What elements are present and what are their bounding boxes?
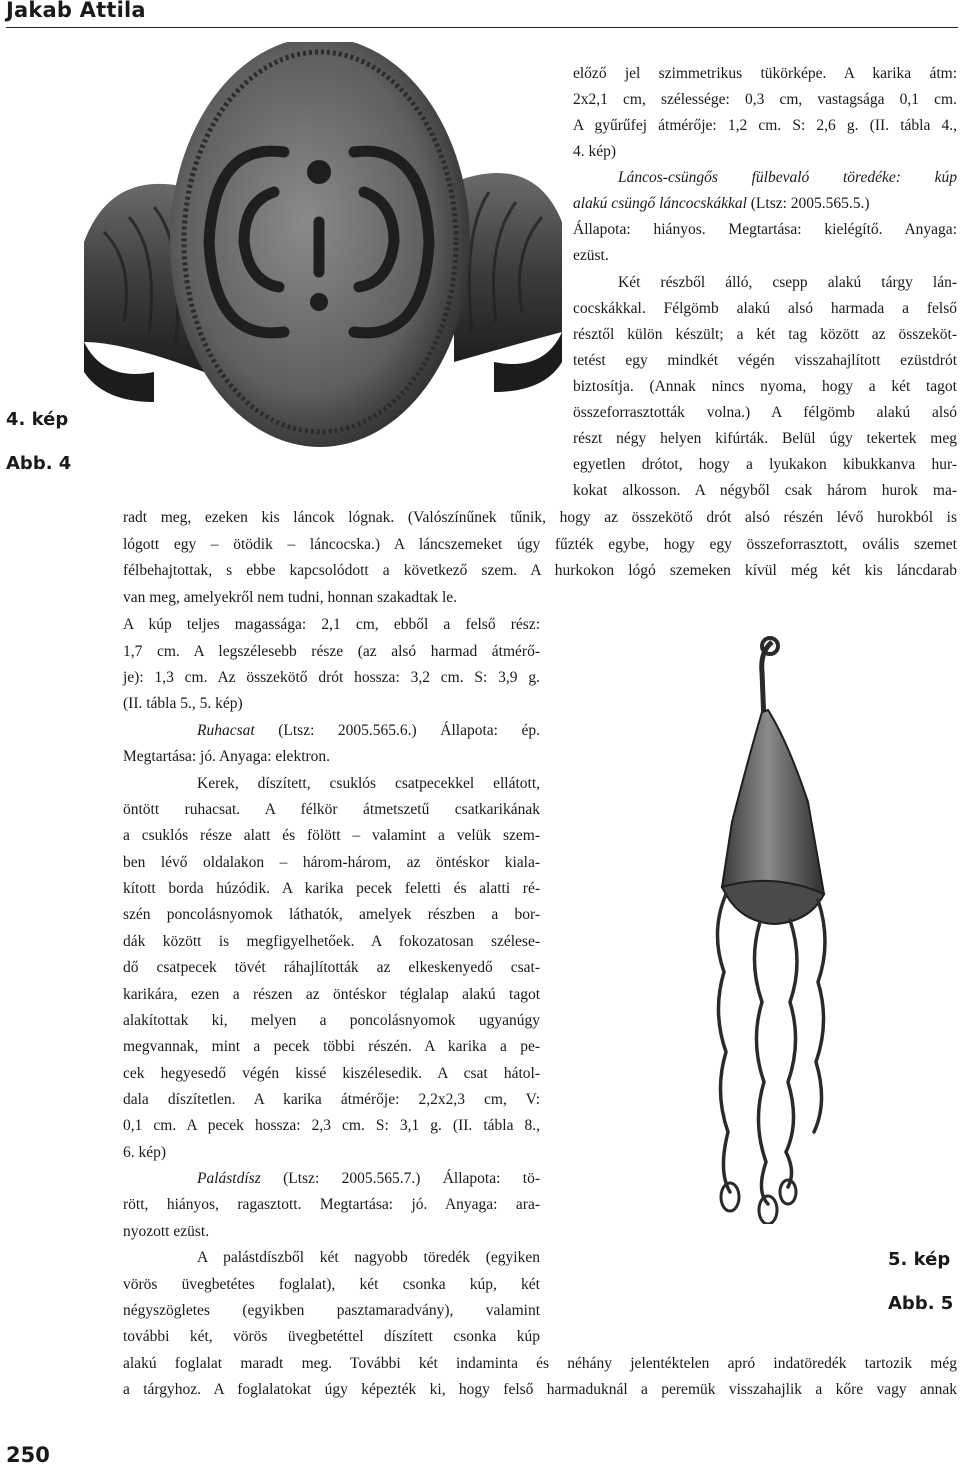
earring-title-line	[573, 194, 870, 214]
clasp-desc-line: kított borda húzódik. A karika pecek feletti és alatti ré-	[123, 880, 540, 897]
ring-desc-line: 4. kép)	[573, 143, 617, 160]
figure-5-caption-de: Abb. 5	[888, 1293, 954, 1314]
running-header-author: Jakab Attila	[6, 0, 146, 22]
earring-measure-line: 1,7 cm. A legszélesebb része (az alsó harmad átmérő-	[123, 643, 540, 660]
clasp-desc-line: szén poncolásnyomok láthatók, amelyek részben a bor-	[123, 906, 540, 923]
mantle-title-ltsz: (Ltsz: 2005.565.7.) Állapota: tö-	[260, 1170, 540, 1187]
clasp-desc-line: karikára, ezen a részen az öntéskor téglalap alakú tagot	[123, 986, 540, 1003]
clasp-title-name: Ruhacsat	[197, 722, 255, 739]
earring-measure-line: je): 1,3 cm. Az összekötő drót hossza: 3,2 cm. S: 3,9 g.	[123, 669, 540, 686]
mantle-desc-line: vörös üvegbetétes foglalat), két csonka kúp, két	[123, 1276, 540, 1293]
clasp-desc-line: megvannak, mint a pecek többi részén. A karika a pe-	[123, 1038, 540, 1055]
earring-desc-line: biztosítja. (Annak nincs nyoma, hogy a két tagot	[573, 378, 957, 395]
mantle-desc-line: további két, vörös üvegbetéttel díszített csonka kúp	[123, 1328, 540, 1345]
mantle-desc-wide-line: a tárgyhoz. A foglalatokat úgy képezték ki, hogy felső harmaduknál a peremük visszahajlik a kőre vagy annak	[123, 1381, 957, 1398]
ring-desc-line: előző jel szimmetrikus tükörképe. A karika átm:	[573, 65, 957, 82]
earring-measure-line: A kúp teljes magassága: 2,1 cm, ebből a felső rész:	[123, 616, 540, 633]
clasp-desc-line: dák között is megfigyelhetőek. A fokozatosan szélese-	[123, 933, 540, 950]
clasp-title-line: Megtartása: jó. Anyaga: elektron.	[123, 748, 331, 765]
earring-desc-line: cocskákkal. Félgömb alakú alsó harmada a felső	[573, 300, 957, 317]
figure-5-caption-hu: 5. kép	[888, 1249, 951, 1270]
mantle-title-name: Palástdísz	[197, 1170, 261, 1187]
earring-desc-wide-line: radt meg, ezeken kis láncok lógnak. (Valószínűnek tűnik, hogy az összekötő drót alsó részén lévő hurokból is	[123, 509, 957, 526]
earring-desc-line: résztől külön készült; a két tag között az összeköt-	[573, 326, 957, 343]
header-rule	[6, 27, 958, 28]
ring-desc-line: 2x2,1 cm, szélessége: 0,3 cm, vastagsága 0,1 cm.	[573, 91, 957, 108]
clasp-desc-line: öntött ruhacsat. A félkör átmetszetű csatkarikának	[123, 801, 540, 818]
earring-title-name: Láncos-csüngős fülbevaló töredéke: kúp	[618, 169, 957, 186]
earring-title-line: Állapota: hiányos. Megtartása: kielégítő. Anyaga:	[573, 221, 957, 238]
clasp-desc-line: dő csatpecek tövét ráhajlították az elkeskenyedő csat-	[123, 959, 540, 976]
ring-desc-line: A gyűrűfej átmérője: 1,2 cm. S: 2,6 g. (II. tábla 4.,	[573, 117, 957, 134]
earring-title-line: ezüst.	[573, 247, 609, 264]
earring-desc-line: kokat alkosson. A négyből csak három hurok ma-	[573, 482, 957, 499]
clasp-desc-line: a csuklós része alatt és fölött – valamint a velük szem-	[123, 827, 540, 844]
figure-4-caption-de: Abb. 4	[6, 453, 72, 474]
mantle-title-line: nyozott ezüst.	[123, 1223, 210, 1240]
earring-desc-line: egyetlen drótot, hogy a lyukakon kibukkanva hur-	[573, 456, 957, 473]
clasp-title-line	[197, 721, 540, 741]
ring-photo	[84, 42, 562, 494]
earring-title-ltsz: (Ltsz: 2005.565.5.)	[746, 195, 870, 212]
mantle-desc-line: négyszögletes (egyikben pasztamaradvány), valamint	[123, 1302, 540, 1319]
earring-desc-wide-line: van meg, amelyekről nem tudni, honnan szakadtak le.	[123, 589, 458, 606]
clasp-desc-line: 0,1 cm. A pecek hossza: 2,3 cm. S: 3,1 g. (II. tábla 8.,	[123, 1117, 540, 1134]
earring-desc-line: részt négy helyen kifúrták. Belül úgy tekertek meg	[573, 430, 957, 447]
figure-4-caption-hu: 4. kép	[6, 409, 69, 430]
earring-photo	[690, 632, 860, 1224]
earring-measure-line: (II. tábla 5., 5. kép)	[123, 695, 243, 712]
clasp-desc-line: dala díszítetlen. A karika átmérője: 2,2x2,3 cm, V:	[123, 1091, 540, 1108]
clasp-desc-line: cek hegyesedő végén kissé kiszélesedik. A csat hátol-	[123, 1065, 540, 1082]
clasp-desc-line: Kerek, díszített, csuklós csatpecekkel ellátott,	[197, 775, 540, 792]
mantle-desc-wide-line: alakú foglalat maradt meg. További két indaminta és néhány jelentéktelen apró indatöredék tartozik még	[123, 1355, 957, 1372]
clasp-desc-line: alakítottak ki, melyen a poncolásnyomok ugyanúgy	[123, 1012, 540, 1029]
earring-title-name-cont: alakú csüngő láncocskákkal	[573, 195, 747, 212]
clasp-desc-line: ben lévő oldalakon – három-három, az öntéskor kiala-	[123, 854, 540, 871]
earring-desc-line: összeforrasztották volna.) A félgömb alakú alsó	[573, 404, 957, 421]
mantle-title-line	[197, 1169, 540, 1189]
earring-desc-wide-line: lógott egy – ötödik – láncocska.) A láncszemeket úgy fűzték egybe, hogy egy összeforrasztott, ovális szemet	[123, 536, 957, 553]
earring-desc-wide-line: félbehajtottak, s ebbe kapcsolódott a következő szem. A hurkokon lógó szemeken kívül még két kis láncdarab	[123, 562, 957, 579]
earring-desc-line: Két részből álló, csepp alakú tárgy lán-	[618, 274, 957, 291]
mantle-desc-line: A palástdíszből két nagyobb töredék (egyiken	[197, 1249, 540, 1266]
mantle-title-line: rött, hiányos, ragasztott. Megtartása: jó. Anyaga: ara-	[123, 1196, 540, 1213]
earring-desc-line: tetést egy mindkét végén visszahajlított ezüstdrót	[573, 352, 957, 369]
page-number: 250	[6, 1443, 50, 1467]
clasp-desc-line: 6. kép)	[123, 1144, 167, 1161]
clasp-title-ltsz: (Ltsz: 2005.565.6.) Állapota: ép.	[254, 722, 540, 739]
